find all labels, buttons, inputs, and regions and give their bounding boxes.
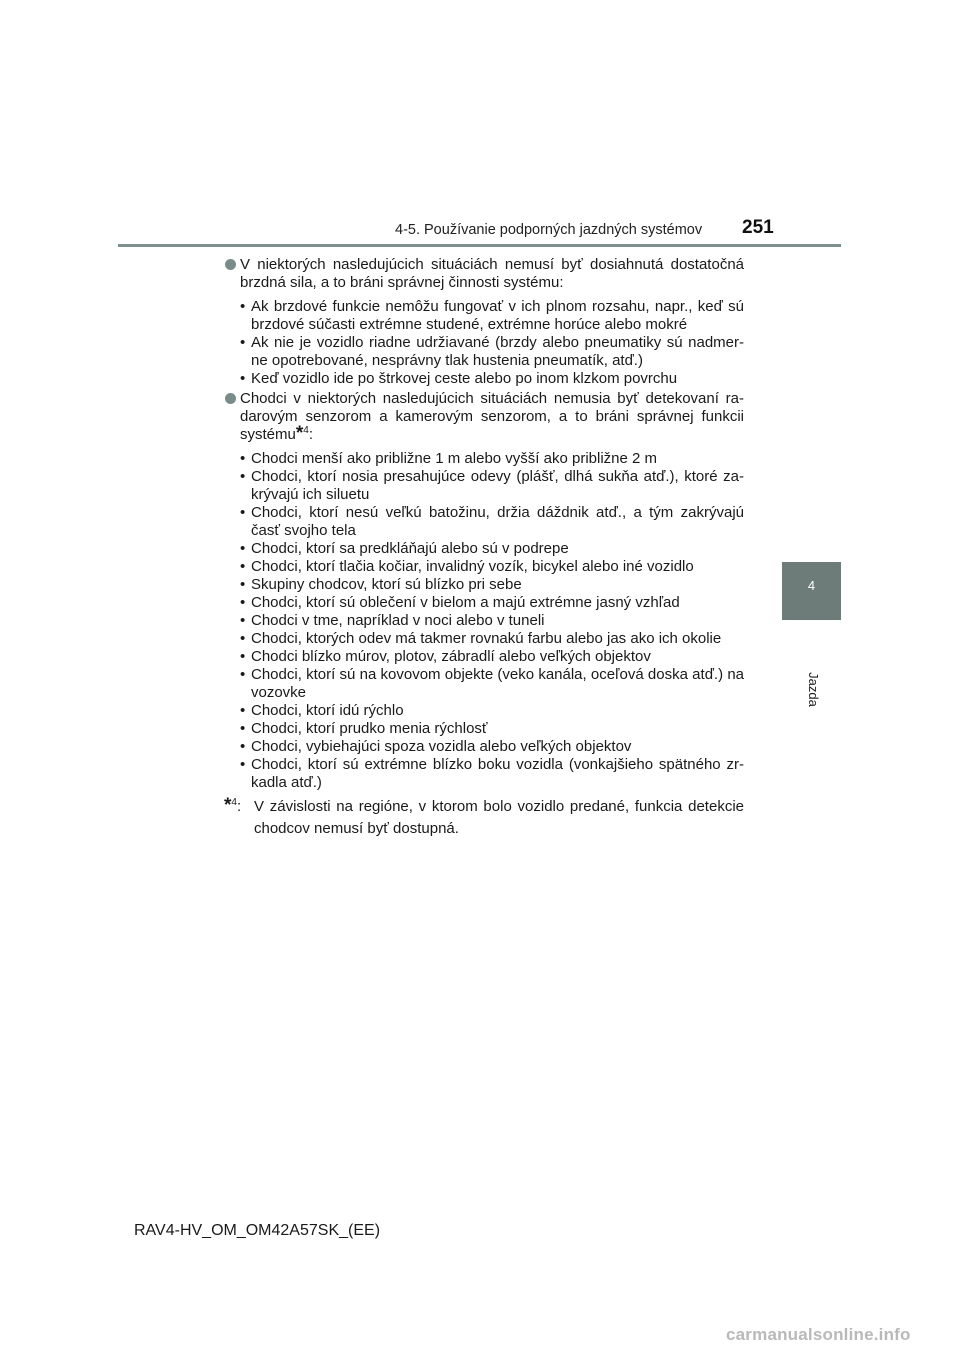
footnote-star: * <box>295 423 304 444</box>
chapter-tab-label: Jazda <box>805 672 821 707</box>
list-item: • Chodci, ktorí sú oblečení v bielom a majú extrémne jasný vzhľad <box>240 594 744 612</box>
list-item: • Chodci, ktorí sú na kovovom objekte (veko kanála, oceľová doska atď.) na vozovke <box>240 666 744 702</box>
list-item: • Ak brzdové funkcie nemôžu fungovať v ich plnom rozsahu, napr., keď sú brzdové súčasti extrémne studené, extrémne horúce alebo mokré <box>240 298 744 334</box>
footnote-number: 4 <box>231 797 237 808</box>
list-item: • Chodci, ktorí idú rýchlo <box>240 702 744 720</box>
list-item: • Skupiny chodcov, ktorí sú blízko pri sebe <box>240 576 744 594</box>
page-number: 251 <box>742 217 774 238</box>
bullet-dot-icon <box>225 393 236 404</box>
sub-list <box>224 450 744 792</box>
list-item: • Chodci, ktorí sa predkláňajú alebo sú v podrepe <box>240 540 744 558</box>
bullet-dot-icon <box>225 259 236 270</box>
list-item: • Chodci menší ako približne 1 m alebo vyšší ako približne 2 m <box>240 450 744 468</box>
bullet-item <box>224 390 744 444</box>
footnote-text: V závislosti na regióne, v ktorom bolo vozidlo predané, funkcia detekcie chodcov nemusí byť dostupná. <box>254 798 744 837</box>
bullet-text: Chodci v niektorých nasledujúcich situáciách nemusia byť detekovaní ra-darovým senzorom a kamerovým senzorom, a to bráni správnej funkcii systému <box>240 390 744 443</box>
list-item: • Ak nie je vozidlo riadne udržiavané (brzdy alebo pneumatiky sú nadmer-ne opotrebované, nesprávny tlak hustenia pneumatík, atď.) <box>240 334 744 370</box>
list-item: • Chodci, ktorí prudko menia rýchlosť <box>240 720 744 738</box>
footnote <box>224 796 744 840</box>
bullet-suffix: : <box>308 426 313 443</box>
header-divider <box>118 244 841 247</box>
section-title: 4-5. Používanie podporných jazdných systémov <box>395 222 703 238</box>
list-item: • Chodci v tme, napríklad v noci alebo v tuneli <box>240 612 744 630</box>
footnote-mark <box>224 796 241 818</box>
main-content <box>224 256 744 840</box>
list-item: • Chodci, ktorí nosia presahujúce odevy (plášť, dlhá sukňa atď.), ktoré za-krývajú ich siluetu <box>240 468 744 504</box>
list-item: • Chodci, ktorí tlačia kočiar, invalidný vozík, bicykel alebo iné vozidlo <box>240 558 744 576</box>
list-item: • Chodci, ktorí nesú veľkú batožinu, držia dáždnik atď., a tým zakrývajú časť svojho tela <box>240 504 744 540</box>
document-code: RAV4-HV_OM_OM42A57SK_(EE) <box>134 1222 381 1239</box>
list-item: • Chodci, vybiehajúci spoza vozidla alebo veľkých objektov <box>240 738 744 756</box>
list-item: • Chodci, ktorých odev má takmer rovnakú farbu alebo jas ako ich okolie <box>240 630 744 648</box>
list-item: • Keď vozidlo ide po štrkovej ceste alebo po inom klzkom povrchu <box>240 370 744 388</box>
watermark: carmanualsonline.info <box>726 1325 911 1344</box>
bullet-item <box>224 256 744 292</box>
list-item: • Chodci blízko múrov, plotov, zábradlí alebo veľkých objektov <box>240 648 744 666</box>
bullet-text: V niektorých nasledujúcich situáciách nemusí byť dosiahnutá dostatočná brzdná sila, a to bráni správnej činnosti systému: <box>240 256 744 291</box>
footnote-colon: : <box>236 798 242 815</box>
footnote-star: * <box>224 795 232 816</box>
chapter-tab-label-wrap <box>796 662 826 722</box>
footnote-ref: 4 <box>303 425 309 436</box>
list-item: • Chodci, ktorí sú extrémne blízko boku vozidla (vonkajšieho spätného zr-kadla atď.) <box>240 756 744 792</box>
chapter-tab-number: 4 <box>807 578 816 593</box>
sub-list <box>224 298 744 388</box>
